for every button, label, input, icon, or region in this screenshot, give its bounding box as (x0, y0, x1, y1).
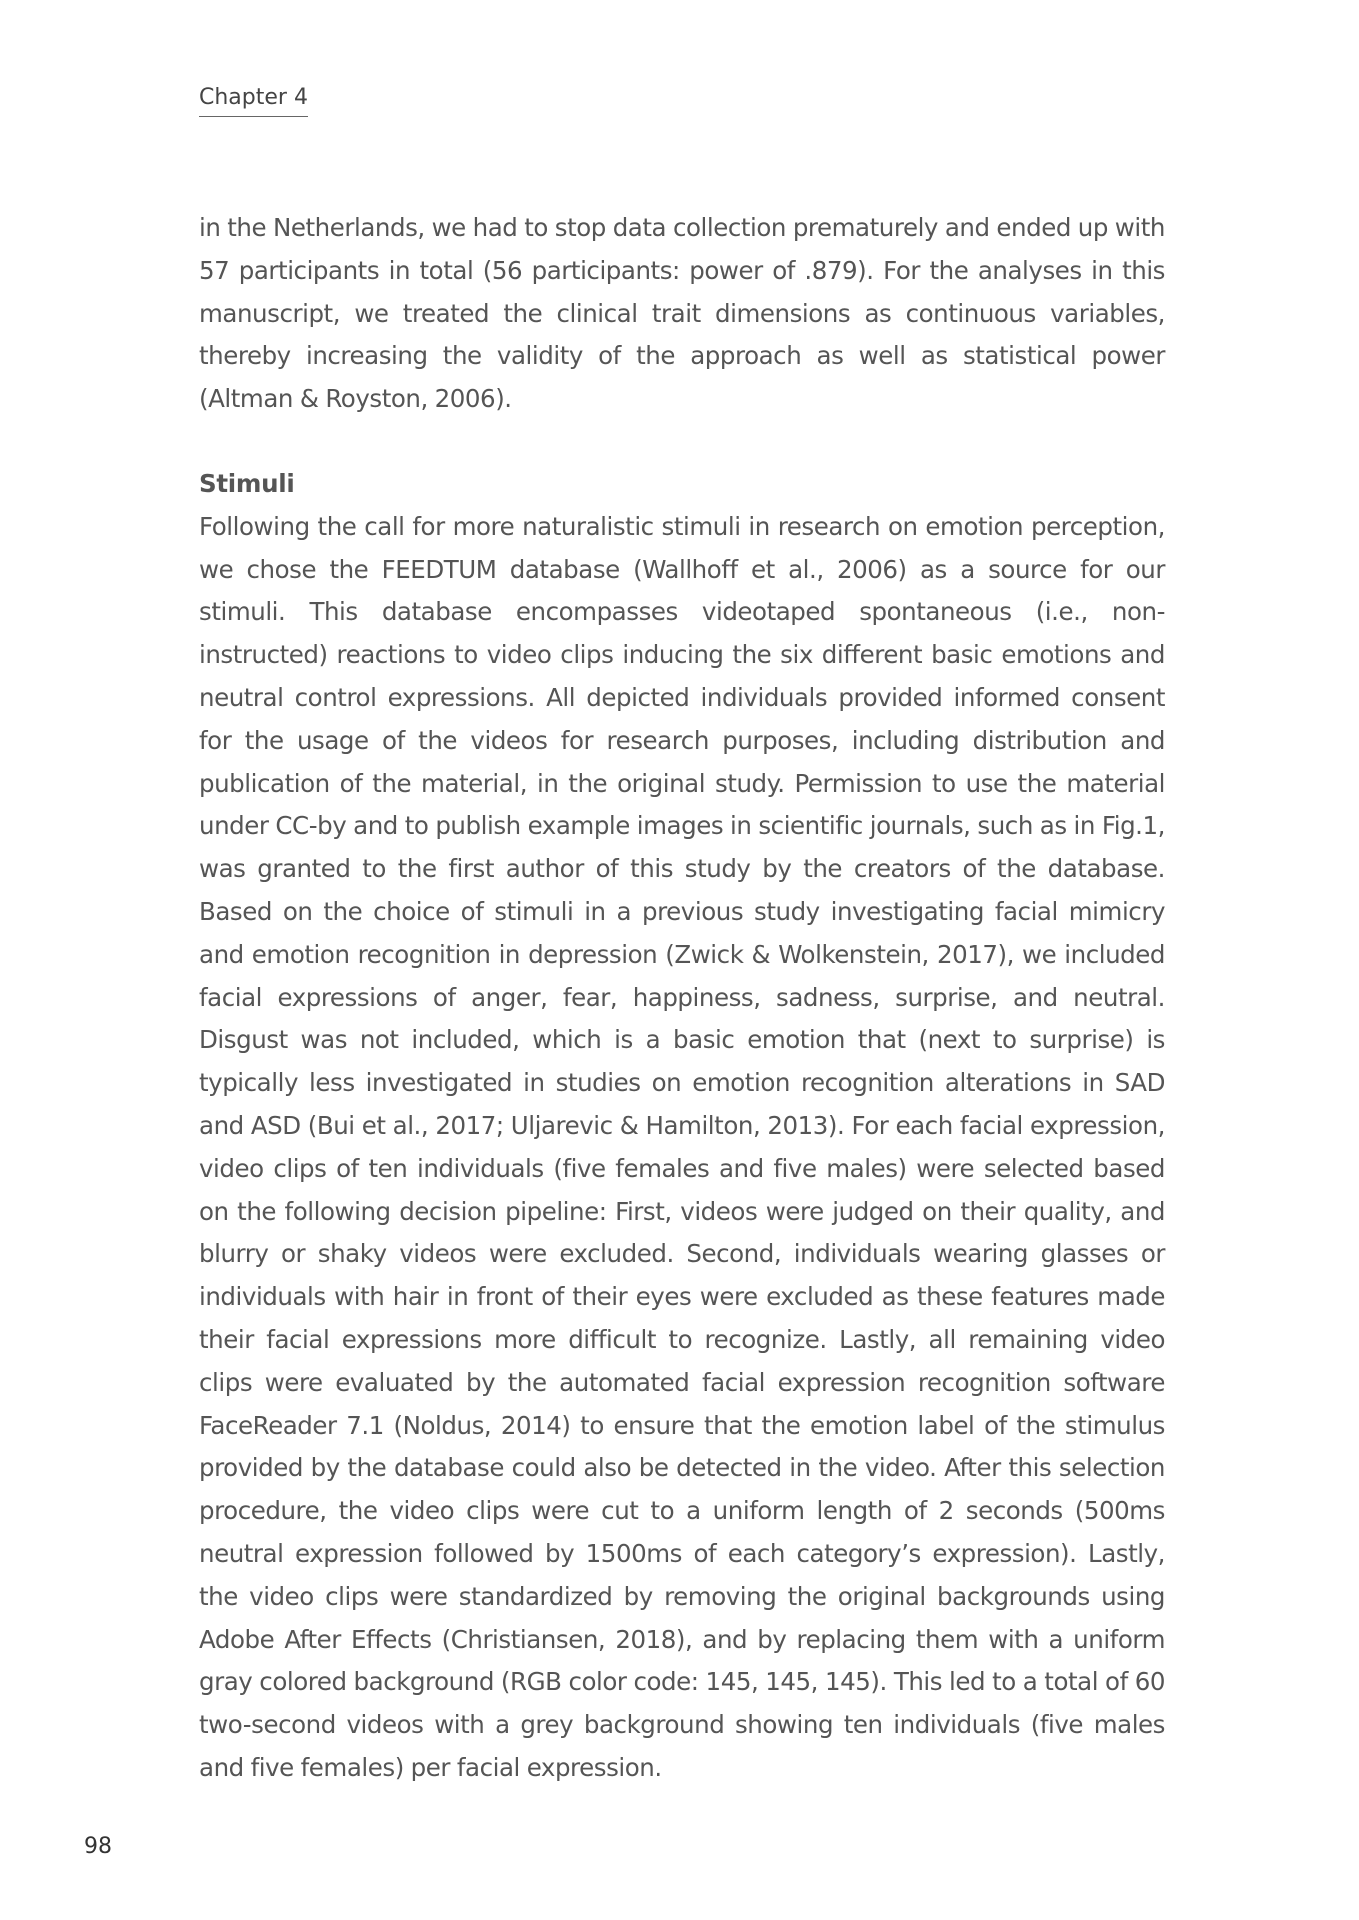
page-number: 98 (84, 1834, 112, 1859)
running-head: Chapter 4 (199, 84, 308, 117)
section-heading-stimuli: Stimuli (199, 468, 295, 498)
main-content (199, 207, 1165, 1790)
body-paragraph-2: Following the call for more naturalistic stimuli in research on emotion perception, we chose the FEEDTUM database (Wallhoff et al., 2006) as a source for our stimuli. This database encompasses videotaped spontaneous (i.e., non-instructed) reactions to video clips inducing the six different basic emotions and neutral control expressions. All depicted individuals provided informed consent for the usage of the videos for research purposes, including distribution and publication of the material, in the original study. Permission to use the material under CC-by and to publish example images in scientific journals, such as in Fig.1, was granted to the first author of this study by the creators of the database. Based on the choice of stimuli in a previous study investigating facial mimicry and emotion recognition in depression (Zwick & Wolkenstein, 2017), we included facial expressions of anger, fear, happiness, sadness, surprise, and neutral. Disgust was not included, which is a basic emotion that (next to surprise) is typically less investigated in studies on emotion recognition alterations in SAD and ASD (Bui et al., 2017; Uljarevic & Hamilton, 2013). For each facial expression, video clips of ten individuals (five females and five males) were selected based on the following decision pipeline: First, videos were judged on their quality, and blurry or shaky videos were excluded. Second, individuals wearing glasses or individuals with hair in front of their eyes were excluded as these features made their facial expressions more difficult to recognize. Lastly, all remaining video clips were evaluated by the automated facial expression recognition software FaceReader 7.1 (Noldus, 2014) to ensure that the emotion label of the stimulus provided by the database could also be detected in the video. After this selection procedure, the video clips were cut to a uniform length of 2 seconds (500ms neutral expression followed by 1500ms of each category’s expression). Lastly, the video clips were standardized by removing the original backgrounds using Adobe After Effects (Christiansen, 2018), and by replacing them with a uniform gray colored background (RGB color code: 145, 145, 145). This led to a total of 60 two-second videos with a grey background showing ten individuals (five males and five females) per facial expression. (199, 511, 1165, 1782)
body-paragraph-1: in the Netherlands, we had to stop data collection prematurely and ended up with 57 participants in total (56 participants: power of .879). For the analyses in this manuscript, we treated the clinical trait dimensions as continuous variables, thereby increasing the validity of the approach as well as statistical power (Altman & Royston, 2006). (199, 213, 1165, 414)
